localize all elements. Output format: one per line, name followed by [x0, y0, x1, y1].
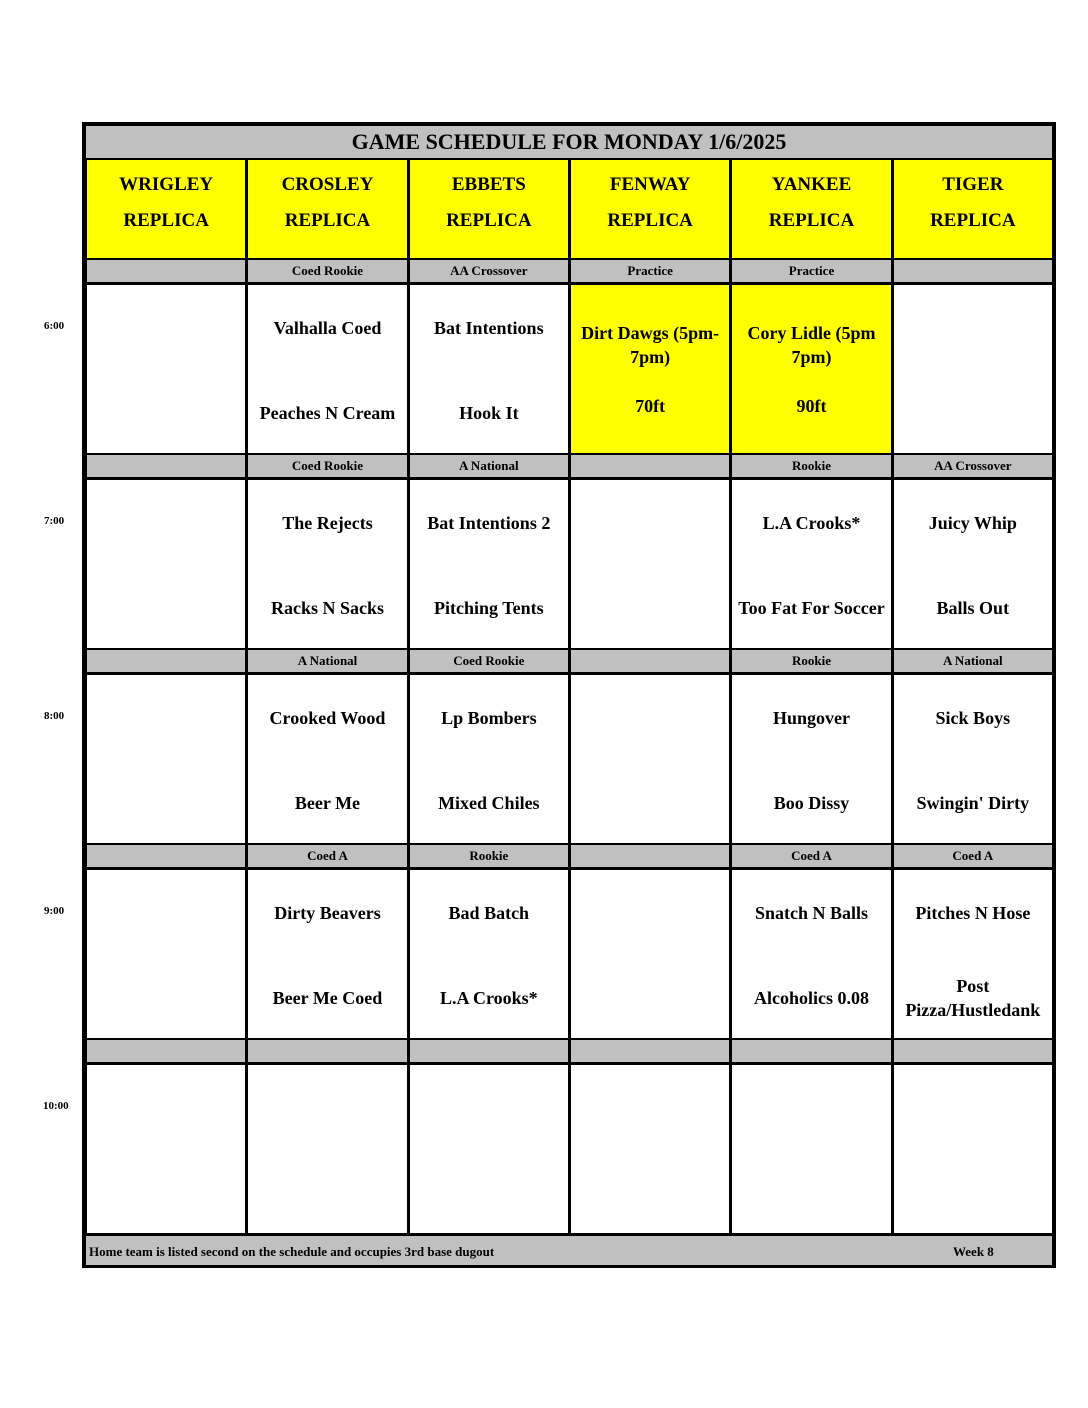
practice-team: Dirt Dawgs (5pm-7pm)	[581, 323, 720, 367]
away-team: Hungover	[772, 708, 850, 728]
game-cell	[569, 478, 730, 649]
time-label: 8:00	[44, 710, 65, 722]
away-team: Lp Bombers	[441, 708, 537, 728]
home-team: Pitching Tents	[434, 598, 544, 618]
schedule-table	[82, 122, 1056, 1268]
division-label: A National	[246, 649, 407, 673]
home-team	[87, 385, 245, 441]
division-label: A National	[892, 649, 1053, 673]
division-label	[246, 1039, 407, 1063]
away-team: Snatch N Balls	[754, 903, 868, 923]
home-team	[87, 580, 245, 636]
venue-header	[408, 159, 569, 259]
away-team: Bat Intentions	[434, 318, 544, 338]
away-team	[87, 703, 245, 733]
home-team	[571, 970, 729, 1026]
venue-subtitle: REPLICA	[930, 210, 1016, 231]
game-cell	[246, 478, 407, 649]
venue-subtitle: REPLICA	[768, 210, 855, 231]
division-label	[730, 1039, 891, 1063]
venue-name: TIGER	[942, 174, 1004, 195]
venue-header	[892, 159, 1053, 259]
away-team: Dirty Beavers	[274, 903, 381, 923]
home-team	[894, 1165, 1052, 1221]
practice-distance: 70ft	[635, 396, 666, 416]
away-team	[571, 1093, 729, 1123]
away-team	[248, 1093, 406, 1123]
away-team	[87, 508, 245, 538]
venue-name: EBBETS	[451, 174, 526, 195]
venue-header	[730, 159, 891, 259]
division-label	[569, 649, 730, 673]
home-team: Beer Me Coed	[272, 988, 383, 1008]
game-cell	[85, 283, 246, 454]
division-label: Practice	[569, 259, 730, 283]
game-cell	[730, 1063, 891, 1234]
division-label: A National	[408, 454, 569, 478]
division-label: Coed A	[730, 844, 891, 868]
time-label: 10:00	[43, 1100, 69, 1112]
venue-header	[246, 159, 407, 259]
division-label: Rookie	[408, 844, 569, 868]
home-team	[87, 775, 245, 831]
home-team	[894, 385, 1052, 441]
home-team	[87, 1165, 245, 1221]
venue-subtitle: REPLICA	[607, 210, 693, 231]
practice-team: Cory Lidle (5pm 7pm)	[747, 323, 876, 367]
venue-subtitle: REPLICA	[123, 210, 209, 231]
game-cell	[892, 283, 1053, 454]
home-team	[571, 775, 729, 831]
division-label: Coed Rookie	[246, 454, 407, 478]
game-cell	[569, 868, 730, 1039]
division-label: Coed A	[892, 844, 1053, 868]
division-label: Rookie	[730, 649, 891, 673]
game-cell	[408, 1063, 569, 1234]
away-team: Bat Intentions 2	[427, 513, 551, 533]
venue-name: FENWAY	[609, 174, 691, 195]
venue-header	[569, 159, 730, 259]
practice-cell	[730, 283, 891, 454]
away-team	[732, 1093, 890, 1123]
home-team: Balls Out	[936, 598, 1010, 618]
footer-note: Home team is listed second on the schedule and occupies 3rd base dugout	[89, 1244, 495, 1259]
game-cell	[246, 868, 407, 1039]
game-cell	[892, 868, 1053, 1039]
home-team: Swingin' Dirty	[916, 793, 1030, 813]
game-cell	[246, 673, 407, 844]
home-team: Hook It	[459, 403, 519, 423]
home-team: Alcoholics 0.08	[753, 988, 869, 1008]
venue-name: WRIGLEY	[119, 174, 214, 195]
home-team	[248, 1165, 406, 1221]
division-label: AA Crossover	[408, 259, 569, 283]
home-team	[571, 1165, 729, 1221]
division-label	[569, 844, 730, 868]
home-team: Beer Me	[294, 793, 361, 813]
game-cell	[892, 478, 1053, 649]
game-cell	[569, 673, 730, 844]
home-team: Too Fat For Soccer	[738, 598, 885, 618]
away-team: Sick Boys	[935, 708, 1011, 728]
game-cell	[246, 1063, 407, 1234]
away-team	[87, 898, 245, 928]
home-team	[732, 1165, 890, 1221]
away-team: Bad Batch	[448, 903, 530, 923]
venue-subtitle: REPLICA	[446, 210, 532, 231]
division-label	[569, 1039, 730, 1063]
division-label: Coed Rookie	[408, 649, 569, 673]
away-team: The Rejects	[282, 513, 373, 533]
practice-cell	[569, 283, 730, 454]
footer-bar	[85, 1234, 1053, 1266]
division-label	[85, 844, 246, 868]
away-team	[571, 703, 729, 733]
home-team	[571, 580, 729, 636]
game-cell	[85, 868, 246, 1039]
division-label	[892, 1039, 1053, 1063]
game-cell	[408, 478, 569, 649]
week-label: Week 8	[953, 1244, 994, 1259]
division-label: Coed A	[246, 844, 407, 868]
away-team	[571, 508, 729, 538]
home-team: Racks N Sacks	[270, 598, 384, 618]
game-cell	[408, 673, 569, 844]
division-label	[408, 1039, 569, 1063]
away-team	[87, 313, 245, 343]
game-cell	[408, 868, 569, 1039]
away-team: Crooked Wood	[269, 708, 386, 728]
game-cell	[85, 673, 246, 844]
game-cell	[85, 478, 246, 649]
game-cell	[730, 673, 891, 844]
division-label: Practice	[730, 259, 891, 283]
venue-header	[85, 159, 246, 259]
venue-name: YANKEE	[771, 174, 852, 195]
page-title: GAME SCHEDULE FOR MONDAY 1/6/2025	[85, 125, 1053, 159]
practice-distance: 90ft	[796, 396, 827, 416]
division-label	[85, 649, 246, 673]
division-label	[85, 1039, 246, 1063]
away-team: Juicy Whip	[928, 513, 1017, 533]
game-cell	[408, 283, 569, 454]
game-cell	[85, 1063, 246, 1234]
division-label: AA Crossover	[892, 454, 1053, 478]
away-team: L.A Crooks*	[762, 513, 861, 533]
division-label	[85, 454, 246, 478]
home-team: Boo Dissy	[773, 793, 850, 813]
away-team	[894, 313, 1052, 343]
away-team: Valhalla Coed	[273, 318, 382, 338]
time-label: 7:00	[44, 515, 65, 527]
venue-subtitle: REPLICA	[284, 210, 371, 231]
home-team: L.A Crooks*	[439, 988, 538, 1008]
venue-name: CROSLEY	[281, 174, 374, 195]
away-team	[571, 898, 729, 928]
game-cell	[730, 868, 891, 1039]
game-cell	[730, 478, 891, 649]
division-label	[892, 259, 1053, 283]
game-cell	[892, 673, 1053, 844]
division-label: Rookie	[730, 454, 891, 478]
division-label	[85, 259, 246, 283]
division-label	[569, 454, 730, 478]
time-label: 9:00	[44, 905, 65, 917]
home-team: Post Pizza/Hustledank	[905, 976, 1041, 1020]
home-team: Peaches N Cream	[259, 403, 396, 423]
away-team	[894, 1093, 1052, 1123]
game-cell	[246, 283, 407, 454]
away-team	[410, 1093, 568, 1123]
home-team	[87, 970, 245, 1026]
away-team: Pitches N Hose	[915, 903, 1031, 923]
home-team: Mixed Chiles	[438, 793, 540, 813]
time-label: 6:00	[44, 320, 65, 332]
division-label: Coed Rookie	[246, 259, 407, 283]
home-team	[410, 1165, 568, 1221]
away-team	[87, 1093, 245, 1123]
game-cell	[569, 1063, 730, 1234]
game-cell	[892, 1063, 1053, 1234]
